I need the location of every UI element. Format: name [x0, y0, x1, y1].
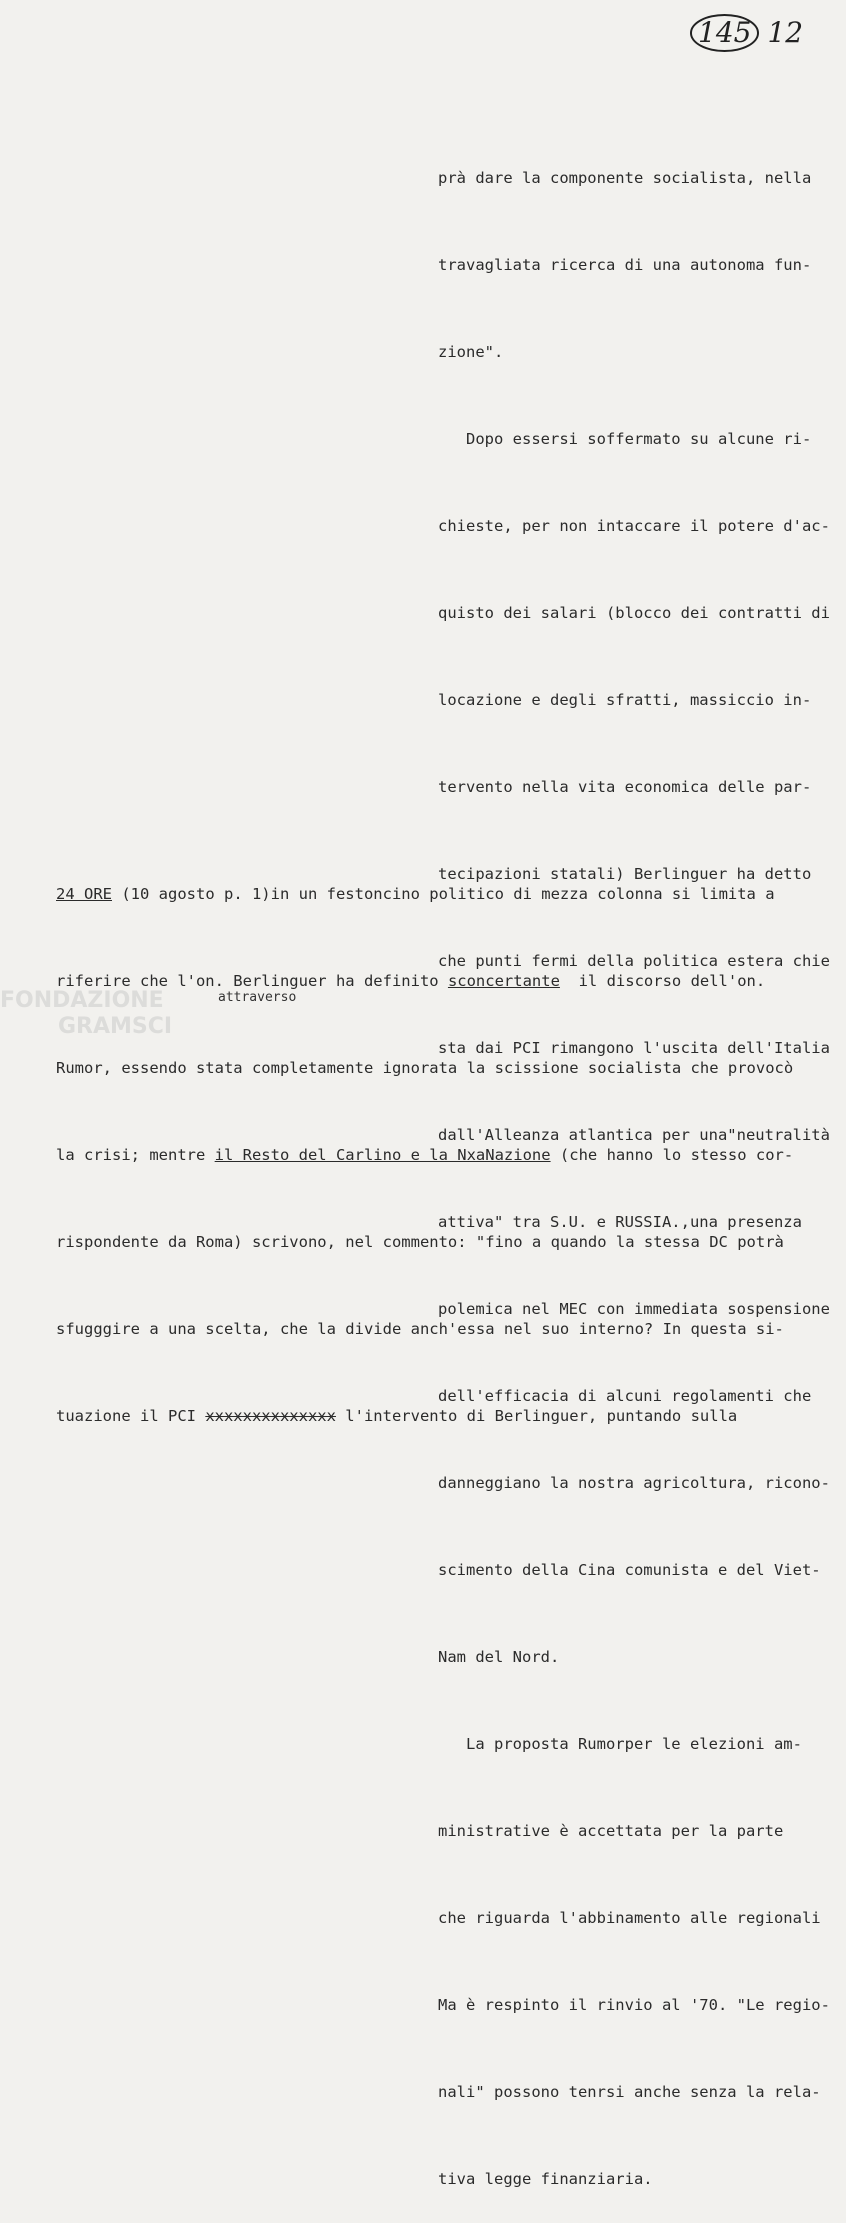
column-line: Ma è respinto il rinvio al '70. "Le regio- [438, 1996, 830, 2014]
column-line: ministrative è accettata per la parte [438, 1822, 784, 1840]
column-line: dall'Alleanza atlantica per una"neutralità [438, 1126, 830, 1144]
column-line: zione". [438, 343, 504, 361]
line-text: il discorso dell'on. [559, 972, 766, 990]
column-line: Dopo essersi soffermato su alcune ri- [438, 430, 812, 448]
column-line: quisto dei salari (blocco dei contratti di [438, 604, 830, 622]
paragraph-line: Rumor, essendo stata completamente ignorata la scissione socialista che provocò [56, 1059, 794, 1077]
line-text: (10 agosto p. 1)in un festoncino politico di mezza colonna si limita a [112, 885, 775, 903]
column-line: tervento nella vita economica delle par- [438, 778, 812, 796]
column-line: prà dare la componente socialista, nella [438, 169, 812, 187]
paragraph-line [56, 1402, 846, 1431]
column-line: chieste, per non intaccare il potere d'ac- [438, 517, 830, 535]
paragraph-line: rispondente da Roma) scrivono, nel commento: "fino a quando la stessa DC potrà [56, 1233, 784, 1251]
column-line: nali" possono tenrsi anche senza la rela- [438, 2083, 821, 2101]
watermark-line: GRAMSCI [58, 1014, 173, 1039]
column-line: tecipazioni statali) Berlinguer ha detto [438, 865, 812, 883]
typed-correction: attraverso [218, 990, 297, 1005]
circled-folio-number: 145 [690, 14, 759, 52]
column-line: travagliata ricerca di una autonoma fun- [438, 256, 812, 274]
line-text: riferire che l'on. Berlinguer ha definito [56, 972, 448, 990]
line-text: l'intervento di Berlinguer, puntando sulla [335, 1407, 738, 1425]
column-line: locazione e degli sfratti, massiccio in- [438, 691, 812, 709]
struck-out-text: xxxxxxxxxxxxxx [205, 1407, 336, 1425]
page-number: 12 [767, 16, 804, 49]
archive-watermark [0, 988, 172, 1040]
column-line: scimento della Cina comunista e del Viet- [438, 1561, 821, 1579]
column-line: La proposta Rumorper le elezioni am- [438, 1735, 802, 1753]
line-text: (che hanno lo stesso cor- [550, 1146, 794, 1164]
column-line: che riguarda l'abbinamento alle regionali [438, 1909, 821, 1927]
column-line: attiva" tra S.U. e RUSSIA.,una presenza [438, 1213, 802, 1231]
column-line: sta dai PCI rimangono l'uscita dell'Italia [438, 1039, 830, 1057]
paragraph-line [56, 1141, 846, 1170]
column-line: polemica nel MEC con immediata sospensione [438, 1300, 830, 1318]
paragraph-line: sfugggire a una scelta, che la divide anch'essa nel suo interno? In questa si- [56, 1320, 784, 1338]
line-text: la crisi; mentre [56, 1146, 215, 1164]
column-line: dell'efficacia di alcuni regolamenti che [438, 1387, 812, 1405]
paragraph-line [56, 880, 846, 909]
underlined-word: sconcertante [447, 972, 560, 990]
archive-page-number [690, 14, 803, 52]
watermark-line: FONDAZIONE [0, 988, 164, 1013]
paragraph-line [56, 967, 846, 996]
full-width-paragraph [56, 822, 846, 1460]
line-text: tuazione il PCI [56, 1407, 206, 1425]
column-line: che punti fermi della politica estera chie [438, 952, 830, 970]
newspaper-source: 24 ORE [56, 885, 112, 903]
underlined-newspapers: il Resto del Carlino e la NxaNazione [214, 1146, 551, 1164]
column-line: danneggiano la nostra agricoltura, ricono- [438, 1474, 830, 1492]
column-line: tiva legge finanziaria. [438, 2170, 653, 2188]
column-line: Nam del Nord. [438, 1648, 560, 1666]
